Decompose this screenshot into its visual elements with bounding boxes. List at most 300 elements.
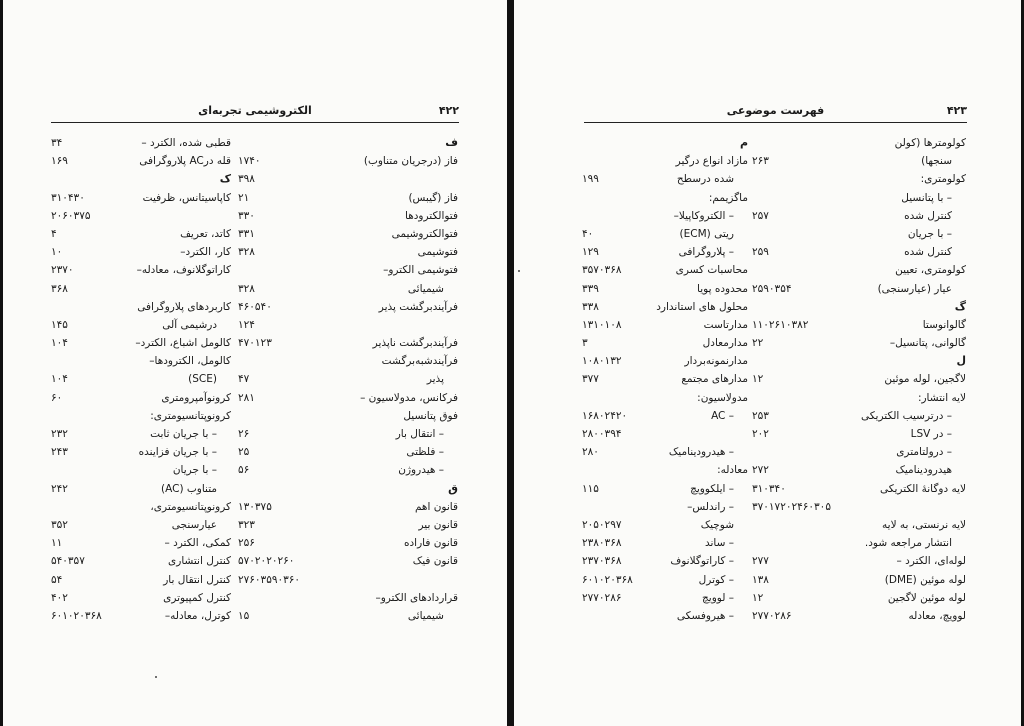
right-page-number: ۴۲۳: [946, 104, 967, 117]
index-term: لوله موئین (DME): [884, 573, 966, 586]
index-entry: [582, 516, 748, 534]
index-term: – در LSV: [910, 428, 952, 440]
index-entry: [238, 498, 458, 516]
index-entry: [238, 571, 458, 589]
index-term: – AC: [711, 409, 734, 422]
index-term: ل: [956, 354, 966, 368]
index-entry: [582, 607, 748, 625]
index-entry: [752, 207, 966, 225]
index-entry: [238, 589, 458, 607]
index-page-refs: ۲۱: [238, 191, 250, 204]
index-term: فرآیندبرگشت پذیر: [378, 300, 458, 313]
index-term: مدولاسیون:: [697, 391, 748, 404]
index-term: قطبی شده، الکترد –: [141, 137, 231, 149]
index-term: قانون فیک: [412, 555, 458, 568]
index-page-refs: ۲۷۷۰۲۸۶: [752, 609, 792, 622]
index-entry: [51, 425, 231, 443]
index-entry: [582, 170, 748, 188]
index-entry: [752, 425, 966, 443]
index-page-refs: ۴۰: [582, 227, 594, 240]
index-entry: [752, 571, 966, 589]
index-page-refs: ۱۵: [238, 609, 250, 622]
index-entry: [51, 280, 231, 298]
index-entry: [752, 225, 966, 243]
index-page-refs: ۱۶۸۰۲۴۲۰: [582, 409, 628, 422]
index-entry: [752, 189, 966, 207]
index-entry: [582, 425, 748, 443]
right-running-title: فهرست موضوعی: [726, 104, 825, 117]
index-entry: [238, 280, 458, 298]
index-entry: [582, 534, 748, 552]
index-entry: [752, 589, 966, 607]
index-entry: [752, 280, 966, 298]
index-term: لوله‌ای، الکترد –: [896, 555, 966, 568]
index-term: – هیدرودینامیک: [668, 446, 734, 459]
index-page-refs: ۱۱: [51, 537, 63, 550]
index-term: فرکانس، مدولاسیون –: [360, 391, 458, 404]
index-page-refs: ۱۲: [752, 373, 764, 386]
index-entry: [238, 261, 458, 279]
index-term: محلول های استاندارد: [656, 300, 748, 313]
index-entry: [51, 207, 231, 225]
index-entry: [582, 243, 748, 261]
index-page-refs: ۳۳۱: [238, 227, 255, 240]
index-entry: [752, 334, 966, 352]
index-page-refs: ۴: [51, 227, 57, 240]
index-entry: [582, 571, 748, 589]
index-term: – انتقال بار: [395, 428, 444, 440]
index-entry: [752, 534, 966, 552]
index-entry: [752, 407, 966, 425]
index-page-refs: ۳۲۳: [238, 518, 255, 531]
left-running-title: الکتروشیمی تجربه‌ای: [198, 104, 312, 117]
index-term: کار، الکترد–: [180, 246, 231, 259]
index-term: شده درسطح: [676, 173, 734, 186]
index-term: معادله:: [717, 464, 748, 477]
index-term: ریتی (ECM): [679, 227, 734, 240]
index-term: فتوالکترودها: [405, 209, 458, 222]
index-entry: [51, 352, 231, 370]
index-entry: [238, 425, 458, 443]
index-entry: [51, 243, 231, 261]
index-term: کولومتری:: [920, 173, 966, 186]
index-page-refs: ۳۲۸: [238, 282, 255, 295]
index-page-refs: ۲۷۷: [752, 555, 769, 568]
index-page-refs: ۱۲۴: [238, 318, 255, 331]
index-term: ف: [445, 136, 458, 149]
index-entry: [51, 498, 231, 516]
left-index-column-left: [51, 134, 231, 625]
index-page-refs: ۱۳۰۳۷۵: [238, 500, 272, 513]
index-entry: [51, 552, 231, 570]
index-term: ک: [219, 172, 231, 186]
index-entry: [752, 170, 966, 188]
index-page-refs: ۳۴: [51, 137, 63, 149]
index-page-refs: ۲۵۹۰۳۵۴: [752, 282, 792, 295]
index-term: گالوانی، پتانسیل–: [889, 337, 966, 350]
index-entry: [582, 298, 748, 316]
index-entry: [752, 316, 966, 334]
index-term: – ساند: [704, 537, 734, 550]
index-letter-heading: [238, 134, 458, 152]
index-term: – الکتروکاپیلا–: [673, 209, 734, 222]
index-term: کنترل کمپیوتری: [163, 591, 231, 604]
index-term: لوله موئین لاگجین: [887, 591, 966, 604]
index-entry: [752, 370, 966, 388]
index-page-refs: ۵۴: [51, 573, 63, 586]
index-entry: [51, 189, 231, 207]
index-entry: [752, 152, 966, 170]
index-entry: [51, 407, 231, 425]
index-entry: [238, 407, 458, 425]
index-entry: [582, 261, 748, 279]
index-entry: [582, 334, 748, 352]
index-entry: [238, 334, 458, 352]
index-entry: [752, 498, 966, 516]
index-term: پذیر: [426, 373, 444, 386]
index-page-refs: ۲۴۳: [51, 446, 68, 459]
index-page-refs: ۲۲: [752, 337, 764, 350]
index-entry: [238, 316, 458, 334]
index-page-refs: ۲۳۷۰۳۶۸: [582, 555, 622, 568]
index-page-refs: ۲۵: [238, 446, 250, 459]
index-entry: [582, 189, 748, 207]
index-page-refs: ۳۷۷: [582, 373, 599, 386]
index-term: گ: [954, 299, 966, 313]
index-term: – راندلس–: [687, 500, 734, 513]
index-entry: [752, 243, 966, 261]
index-entry: [752, 261, 966, 279]
index-page-refs: ۲۷۷۰۲۸۶: [582, 591, 622, 604]
index-page-refs: ۳۷۰۱۷۲۰۲۴۶۰۳۰۵: [752, 500, 831, 513]
index-page-refs: ۳۲۸: [238, 246, 255, 259]
index-term: سنجها): [921, 155, 952, 168]
index-page-refs: ۴۰۲: [51, 591, 68, 604]
index-term: فتوالکتروشیمی: [391, 227, 458, 240]
index-term: – با جریان ثابت: [150, 428, 217, 440]
index-entry: [582, 443, 748, 461]
index-term: لایه دوگانهٔ الکتریکی: [879, 482, 966, 495]
index-page-refs: ۱۶۹: [51, 155, 68, 168]
right-page-header: [584, 104, 967, 123]
index-page-refs: ۳۱۰۴۳۰: [51, 191, 85, 204]
index-entry: [51, 534, 231, 552]
index-page-refs: ۱۳۱۰۱۰۸: [582, 318, 622, 331]
index-term: قانون فاراده: [404, 537, 458, 550]
index-term: کمکی، الکترد –: [164, 537, 231, 550]
index-page-refs: ۳۶۸: [51, 282, 68, 295]
index-page-refs: ۳۳۸: [582, 300, 599, 313]
index-term: مدارنمونه‌بردار: [684, 355, 748, 368]
index-letter-heading: [752, 352, 966, 370]
index-entry: [238, 170, 458, 188]
index-term: کولومترها (کولن: [894, 137, 966, 149]
index-term: – درولتامتری: [896, 446, 952, 459]
index-term: م: [739, 136, 748, 149]
index-term: کاتد، تعریف: [180, 227, 231, 240]
index-page-refs: ۳۱۰۳۴۰: [752, 482, 786, 495]
index-page-refs: ۱۱۵: [582, 482, 599, 495]
index-term: – لوویچ: [702, 591, 734, 604]
index-term: عیارسنجی: [171, 518, 217, 531]
index-entry: [752, 607, 966, 625]
index-page-refs: ۱۴۵: [51, 318, 68, 331]
index-term: – ایلکوویچ: [690, 482, 734, 495]
index-entry: [238, 552, 458, 570]
index-entry: [238, 189, 458, 207]
index-entry: [238, 389, 458, 407]
index-term: لایه نرنستی، به لایه: [882, 518, 966, 531]
index-entry: [752, 552, 966, 570]
index-term: – فلظتی: [406, 446, 444, 459]
index-term: – با جریان: [172, 464, 217, 477]
index-entry: [51, 261, 231, 279]
index-entry: [51, 516, 231, 534]
index-term: مازاد انواع درگیر: [675, 155, 748, 168]
index-term: کاربردهای پلاروگرافی: [137, 300, 231, 313]
index-term: کولومتری، تعیین: [895, 264, 966, 277]
index-entry: [582, 407, 748, 425]
index-entry: [51, 480, 231, 498]
index-entry: [238, 243, 458, 261]
index-page-refs: ۵۷۰۲۰۲۰۲۶۰: [238, 555, 295, 568]
index-term: کنترل شده: [904, 246, 952, 259]
index-term: – با جریان: [907, 227, 952, 240]
index-term: (SCE): [188, 373, 217, 386]
index-term: کوترل، معادله–: [164, 609, 231, 622]
index-entry: [582, 389, 748, 407]
index-entry: [582, 316, 748, 334]
index-term: کرونوپتانسیومتری،: [150, 500, 231, 513]
index-entry: [752, 389, 966, 407]
index-entry: [752, 461, 966, 479]
index-term: قانون بیر: [418, 518, 458, 531]
index-entry: [51, 461, 231, 479]
index-page-refs: ۱۳۸: [752, 573, 769, 586]
index-entry: [51, 298, 231, 316]
index-term: گالوانوستا: [922, 318, 966, 331]
index-page-refs: ۱۰۴: [51, 373, 68, 386]
index-term: – کوترل: [698, 573, 734, 586]
index-page-refs: ۱۲۹: [582, 246, 599, 259]
index-page-refs: ۲۳۷۰: [51, 264, 74, 277]
index-page-refs: ۳۵۷۰۳۶۸: [582, 264, 622, 277]
index-page-refs: ۲۶: [238, 428, 250, 440]
right-index-column-right: [752, 134, 966, 625]
index-page-refs: ۲۳۸۰۳۶۸: [582, 537, 622, 550]
index-term: کنترل انتشاری: [168, 555, 231, 568]
index-term: هیدرودینامیک: [895, 464, 952, 477]
index-entry: [238, 152, 458, 170]
index-term: – با پتانسیل: [901, 191, 952, 204]
index-entry: [582, 207, 748, 225]
left-index-column-right: [238, 134, 458, 625]
index-term: – هیروفسکی: [676, 609, 734, 622]
index-term: فتوشیمی الکترو–: [383, 264, 458, 277]
index-entry: [238, 443, 458, 461]
index-term: قانون اهم: [414, 500, 458, 513]
index-entry: [582, 480, 748, 498]
index-page-refs: ۲۰۵۰۲۹۷: [582, 518, 622, 531]
index-page-refs: ۶۰: [51, 391, 63, 404]
index-entry: [51, 443, 231, 461]
left-page-header: [51, 104, 459, 123]
index-term: محاسبات کسری: [675, 264, 748, 277]
index-letter-heading: [51, 170, 231, 188]
index-page-refs: ۳۹۸: [238, 173, 255, 186]
index-page-refs: ۲۷۲: [752, 464, 769, 477]
index-entry: [51, 225, 231, 243]
index-term: لاگجین، لوله موئین: [884, 373, 966, 386]
index-entry: [238, 207, 458, 225]
index-entry: [51, 334, 231, 352]
index-page-refs: ۲۵۷: [752, 209, 769, 222]
index-entry: [752, 480, 966, 498]
index-page-refs: ۲۵۶: [238, 537, 255, 550]
index-entry: [752, 443, 966, 461]
index-entry: [238, 352, 458, 370]
index-page-refs: ۴۷: [238, 373, 250, 386]
left-page: [3, 0, 507, 726]
speck: [155, 676, 157, 678]
index-entry: [582, 552, 748, 570]
index-page-refs: ۲۵۳: [752, 409, 769, 422]
index-term: لوویچ، معادله: [908, 609, 966, 622]
speck: [518, 270, 520, 272]
index-page-refs: ۲۵۹: [752, 246, 769, 259]
index-term: لایه انتشار:: [917, 391, 966, 404]
index-term: – پلاروگرافی: [678, 246, 734, 259]
left-page-number: ۴۲۲: [438, 104, 459, 117]
index-page-refs: ۳: [582, 337, 588, 350]
index-entry: [582, 370, 748, 388]
index-page-refs: ۱۰۸۰۱۳۲: [582, 355, 622, 368]
index-term: مدارتاست: [703, 318, 748, 331]
index-page-refs: ۴۷۰۱۲۳: [238, 337, 272, 350]
index-entry: [752, 516, 966, 534]
index-entry: [51, 389, 231, 407]
index-page-refs: ۲۸۰۰۳۹۴: [582, 428, 622, 440]
index-term: عیار (عیارسنجی): [877, 282, 952, 295]
index-entry: [51, 316, 231, 334]
index-term: فرآیندشبه‌برگشت: [381, 355, 458, 368]
index-entry: [51, 589, 231, 607]
index-term: انتشار مراجعه شود.: [864, 537, 952, 550]
index-term: مدارمعادل: [702, 337, 748, 350]
index-page-refs: ۵۴۰۳۵۷: [51, 555, 85, 568]
index-term: شیمیائی: [407, 609, 444, 622]
index-page-refs: ۱۷۴۰: [238, 155, 261, 168]
index-page-refs: ۲۸۱: [238, 391, 255, 404]
index-entry: [582, 589, 748, 607]
index-page-refs: ۱۱۰۲۶۱۰۳۸۲: [752, 318, 809, 331]
index-term: فاز (درجریان متناوب): [363, 155, 458, 168]
index-page-refs: ۱۰۴: [51, 337, 68, 350]
index-entry: [51, 571, 231, 589]
index-entry: [238, 225, 458, 243]
index-term: قراردادهای الکترو–: [375, 591, 458, 604]
index-term: – با جریان فزاینده: [138, 446, 217, 459]
index-entry: [51, 370, 231, 388]
index-term: کالومل اشباع، الکترد–: [135, 337, 231, 350]
index-term: کنترل انتقال بار: [163, 573, 231, 586]
index-term: محدوده پویا: [697, 282, 748, 295]
index-page-refs: ۱۰: [51, 246, 63, 259]
index-letter-heading: [582, 134, 748, 152]
index-term: شیمیائی: [407, 282, 444, 295]
index-entry: [51, 152, 231, 170]
index-term: قله درAC پلاروگرافی: [139, 155, 231, 168]
index-page-refs: ۶۰۱۰۲۰۳۶۸: [582, 573, 633, 586]
index-entry: [238, 516, 458, 534]
index-entry: [51, 134, 231, 152]
index-entry: [582, 352, 748, 370]
index-page-refs: ۱۲: [752, 591, 764, 604]
index-page-refs: ۵۶: [238, 464, 250, 477]
index-term: کالومل، الکترودها–: [149, 355, 231, 368]
index-term: کنترل شده: [904, 209, 952, 222]
index-term: کرونوآمپرومتری: [161, 391, 231, 404]
index-term: کرونوپتانسیومتری:: [150, 409, 231, 422]
index-entry: [238, 534, 458, 552]
index-letter-heading: [238, 480, 458, 498]
index-letter-heading: [752, 298, 966, 316]
index-term: کاپاسیتانس، ظرفیت: [142, 191, 231, 204]
index-page-refs: ۳۳۰: [238, 209, 255, 222]
index-term: فرآیندبرگشت ناپذیر: [372, 337, 458, 350]
index-entry: [238, 461, 458, 479]
right-index-column-left: [582, 134, 748, 625]
index-page-refs: ۳۵۲: [51, 518, 68, 531]
index-page-refs: ۱۹۹: [582, 173, 599, 186]
index-entry: [238, 370, 458, 388]
index-term: – درترسیب الکتریکی: [860, 409, 952, 422]
index-page-refs: ۶۰۱۰۲۰۳۶۸: [51, 609, 102, 622]
right-page: [514, 0, 1021, 726]
index-term: – هیدروژن: [398, 464, 444, 477]
index-entry: [582, 498, 748, 516]
index-page-refs: ۲۶۳: [752, 155, 769, 168]
index-page-refs: ۲۷۶۰۳۵۹۰۳۶۰: [238, 573, 301, 586]
index-entry: [752, 134, 966, 152]
index-term: مدارهای مجتمع: [681, 373, 748, 386]
index-term: کاراتوگلانوف، معادله–: [136, 264, 231, 277]
index-entry: [51, 607, 231, 625]
index-term: فاز (گیبس): [408, 191, 458, 204]
index-term: – کاراتوگلانوف: [670, 555, 734, 568]
index-page-refs: ۳۳۹: [582, 282, 599, 295]
index-term: متناوب (AC): [160, 482, 217, 495]
index-term: درشیمی آلی: [162, 318, 217, 331]
index-entry: [582, 225, 748, 243]
index-entry: [582, 280, 748, 298]
index-term: فتوشیمی: [417, 246, 458, 259]
index-page-refs: ۲۰۲: [752, 428, 769, 440]
index-page-refs: ۲۴۲: [51, 482, 68, 495]
index-term: فوق پتانسیل: [403, 409, 458, 422]
index-entry: [238, 298, 458, 316]
index-entry: [238, 607, 458, 625]
index-term: ماگزیمم:: [708, 191, 748, 204]
index-page-refs: ۴۶۰۵۴۰: [238, 300, 272, 313]
index-term: شوچیک: [700, 518, 734, 531]
index-entry: [582, 461, 748, 479]
index-page-refs: ۲۰۶۰۳۷۵: [51, 209, 91, 222]
index-page-refs: ۲۳۲: [51, 428, 68, 440]
index-entry: [582, 152, 748, 170]
index-term: ق: [448, 481, 458, 495]
index-page-refs: ۲۸۰: [582, 446, 599, 459]
